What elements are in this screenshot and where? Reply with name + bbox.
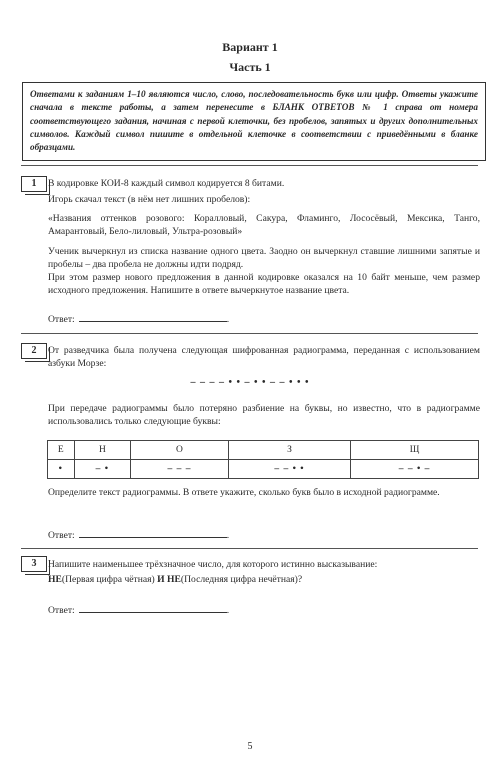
not-keyword: НЕ bbox=[48, 574, 62, 585]
code-cell: • bbox=[48, 460, 75, 479]
letter-cell: З bbox=[228, 441, 350, 460]
condition-2: (Последняя цифра нечётная)? bbox=[180, 574, 303, 585]
morse-message: – – – – • • – • • – – • • • bbox=[190, 377, 310, 388]
and-keyword: И bbox=[157, 574, 165, 585]
condition-1: (Первая цифра чётная) bbox=[61, 574, 155, 585]
code-cell: – – • – bbox=[351, 460, 479, 479]
answer-end: . bbox=[226, 605, 230, 616]
answer-end: . bbox=[226, 314, 230, 325]
q1-para1: Ученик вычеркнул из списка название одного цвета. Заодно он вычеркнул ставшие лишними запятые и пробелы – два пробела не должны идти подряд. bbox=[48, 246, 480, 271]
letter-cell: О bbox=[131, 441, 229, 460]
divider bbox=[21, 333, 478, 334]
code-cell: – – • • bbox=[228, 460, 350, 479]
morse-code-table bbox=[47, 440, 479, 479]
divider bbox=[21, 548, 478, 549]
q1-quote: «Названия оттенков розового: Коралловый, Сакура, Фламинго, Лососёвый, Мексика, Танго, Амарантовый, Бело-лиловый, Ультра-розовый» bbox=[48, 213, 480, 238]
q1-line1: В кодировке КОИ-8 каждый символ кодируется 8 битами. bbox=[48, 178, 285, 189]
answer-line[interactable] bbox=[79, 528, 227, 538]
q3-answer bbox=[48, 603, 229, 616]
q2-answer bbox=[48, 528, 229, 541]
variant-title: Вариант 1 bbox=[222, 40, 278, 54]
answer-line[interactable] bbox=[79, 603, 227, 613]
q3-line1: Напишите наименьшее трёхзначное число, для которого истинно высказывание: bbox=[48, 559, 378, 570]
answer-line[interactable] bbox=[79, 312, 227, 322]
answer-label: Ответ: bbox=[48, 605, 75, 616]
task-number-2: 2 bbox=[21, 343, 47, 359]
q2-para: При передаче радиограммы было потеряно разбиение на буквы, но известно, что в радиограмме использовались только следующие буквы: bbox=[48, 403, 480, 428]
page-number: 5 bbox=[247, 741, 253, 752]
q1-para2: При этом размер нового предложения в данной кодировке оказался на 10 байт меньше, чем размер исходного предложения. Напишите в ответе вычеркнутое название цвета. bbox=[48, 272, 480, 297]
divider bbox=[21, 165, 478, 166]
q2-question: Определите текст радиограммы. В ответе укажите, сколько букв было в исходной радиограмме. bbox=[48, 487, 440, 498]
letters-row bbox=[48, 441, 479, 460]
codes-row bbox=[48, 460, 479, 479]
task-number-1: 1 bbox=[21, 176, 47, 192]
letter-cell: Н bbox=[74, 441, 131, 460]
answer-label: Ответ: bbox=[48, 530, 75, 541]
answer-end: . bbox=[226, 530, 230, 541]
letter-cell: Щ bbox=[351, 441, 479, 460]
answer-label: Ответ: bbox=[48, 314, 75, 325]
code-cell: – • bbox=[74, 460, 131, 479]
q1-answer bbox=[48, 312, 229, 325]
code-cell: – – – bbox=[131, 460, 229, 479]
not-keyword: НЕ bbox=[167, 574, 181, 585]
task-number-3: 3 bbox=[21, 556, 47, 572]
part-title: Часть 1 bbox=[229, 60, 271, 74]
q3-line2 bbox=[48, 573, 480, 586]
q1-line2: Игорь скачал текст (в нём нет лишних пробелов): bbox=[48, 194, 251, 205]
letter-cell: Е bbox=[48, 441, 75, 460]
instructions-box: Ответами к заданиям 1–10 являются число, слово, последовательность букв или цифр. Ответы укажите сначала в тексте работы, а затем перенесите в БЛАНК ОТВЕТОВ № 1 справа от номера соответствующего задания, начиная с первой клеточки, без пробелов, запятых и других дополнительных символов. Каждый символ пишите в отдельной клеточке в соответствии с приведёнными в бланке образцами. bbox=[22, 82, 486, 161]
q2-intro: От разведчика была получена следующая шифрованная радиограмма, переданная с использованием азбуки Морзе: bbox=[48, 345, 480, 370]
